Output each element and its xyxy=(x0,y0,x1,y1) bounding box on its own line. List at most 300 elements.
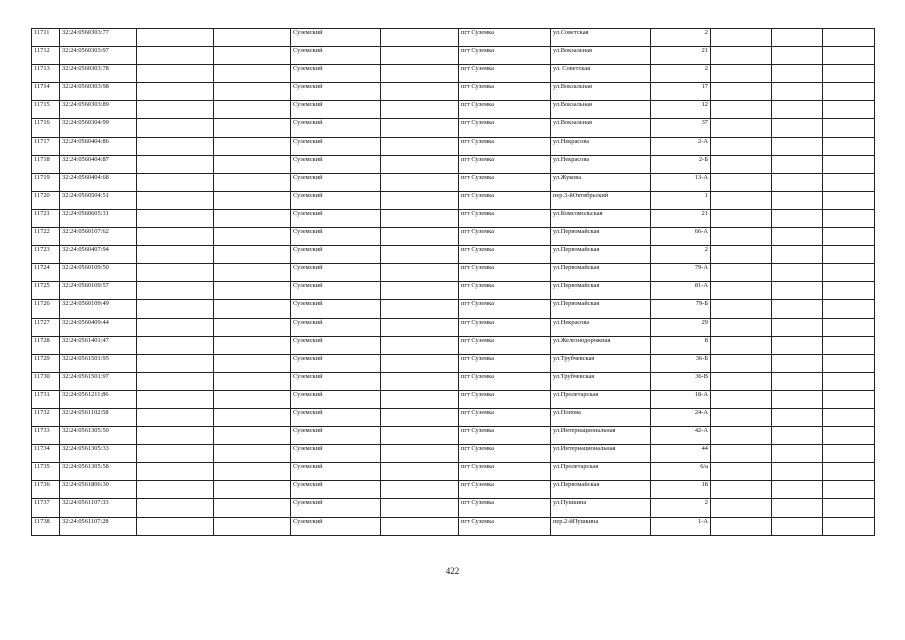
cell-empty xyxy=(137,29,214,47)
cell-empty xyxy=(823,282,875,300)
cell-cadastral-number: 32:24:0561401:47 xyxy=(60,336,137,354)
cell-empty xyxy=(711,517,772,535)
cell-empty xyxy=(711,29,772,47)
cell-settlement: пгт Суземка xyxy=(459,137,551,155)
cell-row-number: 11715 xyxy=(32,101,60,119)
cell-empty xyxy=(381,101,459,119)
cell-settlement: пгт Суземка xyxy=(459,191,551,209)
cell-row-number: 11736 xyxy=(32,481,60,499)
cell-cadastral-number: 32:24:0561305:33 xyxy=(60,445,137,463)
cell-empty xyxy=(823,101,875,119)
cell-street: ул.Некрасова xyxy=(551,137,651,155)
cell-settlement: пгт Суземка xyxy=(459,499,551,517)
cell-row-number: 11718 xyxy=(32,155,60,173)
cell-row-number: 11735 xyxy=(32,463,60,481)
cell-empty xyxy=(137,191,214,209)
cell-settlement: пгт Суземка xyxy=(459,427,551,445)
cell-house-number: 13-А xyxy=(651,173,711,191)
cell-empty xyxy=(711,228,772,246)
cell-cadastral-number: 32:24:0560304:99 xyxy=(60,119,137,137)
cell-empty xyxy=(137,264,214,282)
cell-cadastral-number: 32:24:0561107:28 xyxy=(60,517,137,535)
cell-row-number: 11712 xyxy=(32,47,60,65)
cell-settlement: пгт Суземка xyxy=(459,517,551,535)
cell-house-number: 2 xyxy=(651,65,711,83)
cell-empty xyxy=(214,137,291,155)
cell-settlement: пгт Суземка xyxy=(459,264,551,282)
cell-empty xyxy=(381,445,459,463)
cell-empty xyxy=(772,517,823,535)
cell-empty xyxy=(381,282,459,300)
cell-settlement: пгт Суземка xyxy=(459,354,551,372)
cell-empty xyxy=(381,372,459,390)
cell-empty xyxy=(772,427,823,445)
cell-empty xyxy=(137,390,214,408)
table-row xyxy=(32,119,875,137)
cell-empty xyxy=(214,101,291,119)
table-row xyxy=(32,155,875,173)
cell-street: ул.Некрасова xyxy=(551,155,651,173)
cell-district: Суземский xyxy=(291,264,381,282)
cell-district: Суземский xyxy=(291,155,381,173)
cell-district: Суземский xyxy=(291,354,381,372)
cell-empty xyxy=(137,173,214,191)
cell-house-number: 36-Б xyxy=(651,354,711,372)
cell-house-number: 1 xyxy=(651,191,711,209)
cell-settlement: пгт Суземка xyxy=(459,47,551,65)
cell-house-number: 21 xyxy=(651,47,711,65)
table-row xyxy=(32,427,875,445)
cell-empty xyxy=(711,65,772,83)
cell-empty xyxy=(381,264,459,282)
cell-empty xyxy=(137,408,214,426)
cell-empty xyxy=(137,445,214,463)
cell-cadastral-number: 32:24:0561102:58 xyxy=(60,408,137,426)
table-row xyxy=(32,29,875,47)
table-row xyxy=(32,173,875,191)
cell-row-number: 11714 xyxy=(32,83,60,101)
cell-district: Суземский xyxy=(291,47,381,65)
cell-empty xyxy=(823,119,875,137)
cell-street: ул.Вокзальная xyxy=(551,119,651,137)
cell-empty xyxy=(381,65,459,83)
cell-empty xyxy=(772,155,823,173)
cell-empty xyxy=(214,300,291,318)
cell-street: ул.Первомайская xyxy=(551,264,651,282)
cell-row-number: 11734 xyxy=(32,445,60,463)
cell-district: Суземский xyxy=(291,209,381,227)
cell-cadastral-number: 32:24:0560303:89 xyxy=(60,101,137,119)
cell-empty xyxy=(772,282,823,300)
cell-row-number: 11726 xyxy=(32,300,60,318)
table-row xyxy=(32,517,875,535)
cell-empty xyxy=(823,336,875,354)
cell-street: ул.Первомайская xyxy=(551,282,651,300)
cell-empty xyxy=(381,427,459,445)
cell-house-number: 79-А xyxy=(651,264,711,282)
cell-settlement: пгт Суземка xyxy=(459,173,551,191)
cell-district: Суземский xyxy=(291,427,381,445)
table-row xyxy=(32,336,875,354)
cell-empty xyxy=(214,47,291,65)
records-table xyxy=(31,28,875,536)
table-row xyxy=(32,101,875,119)
cell-street: ул.Интернациональная xyxy=(551,445,651,463)
cell-empty xyxy=(823,246,875,264)
cell-empty xyxy=(711,173,772,191)
cell-empty xyxy=(711,155,772,173)
cell-empty xyxy=(772,336,823,354)
cell-empty xyxy=(381,83,459,101)
cell-empty xyxy=(823,209,875,227)
cell-row-number: 11724 xyxy=(32,264,60,282)
cell-district: Суземский xyxy=(291,300,381,318)
table-row xyxy=(32,282,875,300)
cell-empty xyxy=(381,155,459,173)
cell-house-number: 44 xyxy=(651,445,711,463)
cell-street: ул.Попова xyxy=(551,408,651,426)
cell-empty xyxy=(711,119,772,137)
cell-empty xyxy=(214,318,291,336)
cell-row-number: 11713 xyxy=(32,65,60,83)
cell-row-number: 11723 xyxy=(32,246,60,264)
cell-district: Суземский xyxy=(291,282,381,300)
cell-empty xyxy=(772,264,823,282)
cell-settlement: пгт Суземка xyxy=(459,463,551,481)
cell-row-number: 11716 xyxy=(32,119,60,137)
cell-row-number: 11727 xyxy=(32,318,60,336)
cell-settlement: пгт Суземка xyxy=(459,228,551,246)
table-row xyxy=(32,318,875,336)
cell-empty xyxy=(137,517,214,535)
cell-settlement: пгт Суземка xyxy=(459,119,551,137)
cell-district: Суземский xyxy=(291,191,381,209)
cell-empty xyxy=(711,427,772,445)
cell-empty xyxy=(137,246,214,264)
cell-cadastral-number: 32:24:0560109:49 xyxy=(60,300,137,318)
cell-empty xyxy=(711,137,772,155)
cell-empty xyxy=(137,47,214,65)
cell-house-number: 2-Б xyxy=(651,155,711,173)
cell-empty xyxy=(381,463,459,481)
cell-district: Суземский xyxy=(291,390,381,408)
cell-empty xyxy=(823,354,875,372)
cell-empty xyxy=(772,191,823,209)
table-body xyxy=(32,29,875,536)
cell-empty xyxy=(137,65,214,83)
cell-empty xyxy=(214,427,291,445)
cell-house-number: 36-В xyxy=(651,372,711,390)
cell-empty xyxy=(137,119,214,137)
cell-settlement: пгт Суземка xyxy=(459,155,551,173)
cell-cadastral-number: 32:24:0560109:50 xyxy=(60,264,137,282)
cell-empty xyxy=(381,173,459,191)
cell-empty xyxy=(214,354,291,372)
cell-empty xyxy=(381,228,459,246)
cell-empty xyxy=(823,499,875,517)
cell-empty xyxy=(381,517,459,535)
cell-empty xyxy=(772,463,823,481)
cell-empty xyxy=(772,228,823,246)
cell-empty xyxy=(214,173,291,191)
cell-empty xyxy=(214,390,291,408)
cell-row-number: 11717 xyxy=(32,137,60,155)
cell-empty xyxy=(772,29,823,47)
cell-house-number: 2-А xyxy=(651,137,711,155)
cell-house-number: 81-А xyxy=(651,282,711,300)
cell-cadastral-number: 32:24:0560303:98 xyxy=(60,83,137,101)
cell-empty xyxy=(214,209,291,227)
cell-empty xyxy=(214,282,291,300)
cell-street: ул.Вокзальная xyxy=(551,101,651,119)
cell-empty xyxy=(711,191,772,209)
cell-empty xyxy=(772,65,823,83)
cell-empty xyxy=(711,83,772,101)
cell-street: ул.Комсомольская xyxy=(551,209,651,227)
cell-empty xyxy=(772,246,823,264)
cell-house-number: 29 xyxy=(651,318,711,336)
cell-house-number: 42-А xyxy=(651,427,711,445)
cell-settlement: пгт Суземка xyxy=(459,209,551,227)
table-row xyxy=(32,408,875,426)
cell-empty xyxy=(823,445,875,463)
cell-house-number: 17 xyxy=(651,83,711,101)
cell-cadastral-number: 32:24:0561305:58 xyxy=(60,463,137,481)
cell-empty xyxy=(711,408,772,426)
cell-empty xyxy=(772,445,823,463)
cell-empty xyxy=(214,517,291,535)
cell-cadastral-number: 32:24:0560404:68 xyxy=(60,173,137,191)
cell-empty xyxy=(381,191,459,209)
cell-empty xyxy=(711,300,772,318)
cell-empty xyxy=(137,354,214,372)
cell-empty xyxy=(381,47,459,65)
cell-empty xyxy=(772,119,823,137)
cell-settlement: пгт Суземка xyxy=(459,282,551,300)
cell-empty xyxy=(823,155,875,173)
cell-district: Суземский xyxy=(291,463,381,481)
cell-empty xyxy=(214,408,291,426)
cell-empty xyxy=(381,137,459,155)
cell-cadastral-number: 32:24:0561107:33 xyxy=(60,499,137,517)
cell-empty xyxy=(772,372,823,390)
table-row xyxy=(32,47,875,65)
cell-empty xyxy=(381,318,459,336)
cell-cadastral-number: 32:24:0560409:44 xyxy=(60,318,137,336)
cell-row-number: 11731 xyxy=(32,390,60,408)
cell-street: ул.Пролетарская xyxy=(551,463,651,481)
cell-street: ул.Пролетарская xyxy=(551,390,651,408)
cell-empty xyxy=(214,191,291,209)
cell-empty xyxy=(214,246,291,264)
cell-row-number: 11738 xyxy=(32,517,60,535)
cell-district: Суземский xyxy=(291,137,381,155)
page-number: 422 xyxy=(445,566,460,576)
cell-row-number: 11733 xyxy=(32,427,60,445)
cell-empty xyxy=(381,336,459,354)
cell-empty xyxy=(137,209,214,227)
cell-empty xyxy=(711,372,772,390)
cell-house-number: 8 xyxy=(651,336,711,354)
cell-empty xyxy=(772,390,823,408)
cell-street: ул.Первомайская xyxy=(551,228,651,246)
cell-settlement: пгт Суземка xyxy=(459,336,551,354)
cell-empty xyxy=(823,390,875,408)
cell-empty xyxy=(381,408,459,426)
cell-cadastral-number: 32:24:0560303:97 xyxy=(60,47,137,65)
cell-empty xyxy=(711,209,772,227)
cell-settlement: пгт Суземка xyxy=(459,372,551,390)
cell-empty xyxy=(137,481,214,499)
cell-district: Суземский xyxy=(291,173,381,191)
cell-street: ул.Трубчевская xyxy=(551,372,651,390)
cell-empty xyxy=(214,445,291,463)
cell-empty xyxy=(711,264,772,282)
cell-cadastral-number: 32:24:0560404:86 xyxy=(60,137,137,155)
table-row xyxy=(32,228,875,246)
cell-cadastral-number: 32:24:0561501:97 xyxy=(60,372,137,390)
cell-empty xyxy=(823,408,875,426)
cell-district: Суземский xyxy=(291,481,381,499)
cell-empty xyxy=(711,101,772,119)
cell-empty xyxy=(772,83,823,101)
cell-settlement: пгт Суземка xyxy=(459,300,551,318)
cell-empty xyxy=(381,481,459,499)
table-row xyxy=(32,300,875,318)
cell-district: Суземский xyxy=(291,517,381,535)
table-row xyxy=(32,445,875,463)
cell-empty xyxy=(823,264,875,282)
cell-empty xyxy=(823,318,875,336)
cell-empty xyxy=(823,47,875,65)
cell-house-number: 12 xyxy=(651,101,711,119)
cell-row-number: 11711 xyxy=(32,29,60,47)
cell-empty xyxy=(823,463,875,481)
cell-settlement: пгт Суземка xyxy=(459,408,551,426)
cell-empty xyxy=(772,209,823,227)
cell-empty xyxy=(214,336,291,354)
cell-district: Суземский xyxy=(291,101,381,119)
cell-empty xyxy=(772,499,823,517)
cell-district: Суземский xyxy=(291,119,381,137)
cell-empty xyxy=(823,173,875,191)
cell-street: ул.Вокзальная xyxy=(551,83,651,101)
cell-cadastral-number: 32:24:0561211:86 xyxy=(60,390,137,408)
cell-cadastral-number: 32:24:0561501:95 xyxy=(60,354,137,372)
cell-street: пер.3-йОктябрьский xyxy=(551,191,651,209)
table-row xyxy=(32,390,875,408)
cell-empty xyxy=(381,354,459,372)
cell-empty xyxy=(823,300,875,318)
cell-empty xyxy=(214,119,291,137)
cell-house-number: 2 xyxy=(651,29,711,47)
cell-empty xyxy=(772,300,823,318)
cell-empty xyxy=(823,83,875,101)
cell-empty xyxy=(137,300,214,318)
cell-house-number: 79-Б xyxy=(651,300,711,318)
cell-empty xyxy=(137,318,214,336)
cell-house-number: 24-А xyxy=(651,408,711,426)
cell-empty xyxy=(772,318,823,336)
cell-cadastral-number: 32:24:0560504:51 xyxy=(60,191,137,209)
cell-district: Суземский xyxy=(291,83,381,101)
cell-empty xyxy=(214,499,291,517)
cell-settlement: пгт Суземка xyxy=(459,318,551,336)
cell-house-number: 18-А xyxy=(651,390,711,408)
cell-empty xyxy=(381,499,459,517)
cell-settlement: пгт Суземка xyxy=(459,65,551,83)
cell-cadastral-number: 32:24:0560407:94 xyxy=(60,246,137,264)
cell-row-number: 11729 xyxy=(32,354,60,372)
cell-street: ул.Пушкина xyxy=(551,499,651,517)
cell-empty xyxy=(137,499,214,517)
cell-settlement: пгт Суземка xyxy=(459,29,551,47)
cell-cadastral-number: 32:24:0560303:77 xyxy=(60,29,137,47)
cell-settlement: пгт Суземка xyxy=(459,101,551,119)
cell-empty xyxy=(381,390,459,408)
cell-district: Суземский xyxy=(291,372,381,390)
cell-street: ул.Интернациональная xyxy=(551,427,651,445)
cell-street: ул.Трубчевская xyxy=(551,354,651,372)
cell-empty xyxy=(381,209,459,227)
cell-empty xyxy=(772,173,823,191)
cell-district: Суземский xyxy=(291,65,381,83)
cell-row-number: 11725 xyxy=(32,282,60,300)
cell-empty xyxy=(711,318,772,336)
cell-street: ул.Некрасова xyxy=(551,318,651,336)
cell-empty xyxy=(823,191,875,209)
cell-empty xyxy=(711,354,772,372)
cell-empty xyxy=(711,390,772,408)
cell-street: ул.Первомайская xyxy=(551,481,651,499)
cell-empty xyxy=(823,228,875,246)
cell-cadastral-number: 32:24:0561806:30 xyxy=(60,481,137,499)
cell-empty xyxy=(772,354,823,372)
cell-empty xyxy=(823,481,875,499)
cell-empty xyxy=(214,29,291,47)
cell-empty xyxy=(711,445,772,463)
cell-settlement: пгт Суземка xyxy=(459,390,551,408)
cell-empty xyxy=(137,228,214,246)
cell-empty xyxy=(214,372,291,390)
table-row xyxy=(32,191,875,209)
table-row xyxy=(32,209,875,227)
cell-settlement: пгт Суземка xyxy=(459,445,551,463)
cell-empty xyxy=(214,65,291,83)
table-row xyxy=(32,264,875,282)
cell-street: ул.Жукова xyxy=(551,173,651,191)
cell-empty xyxy=(711,336,772,354)
table-row xyxy=(32,372,875,390)
cell-district: Суземский xyxy=(291,336,381,354)
cell-district: Суземский xyxy=(291,499,381,517)
cell-district: Суземский xyxy=(291,228,381,246)
cell-empty xyxy=(823,517,875,535)
cell-empty xyxy=(381,246,459,264)
cell-empty xyxy=(711,47,772,65)
cell-street: ул.Железнодорожная xyxy=(551,336,651,354)
cell-cadastral-number: 32:24:0560107:62 xyxy=(60,228,137,246)
cell-empty xyxy=(772,47,823,65)
cell-empty xyxy=(711,246,772,264)
cell-house-number: 37 xyxy=(651,119,711,137)
cell-empty xyxy=(214,481,291,499)
cell-empty xyxy=(137,427,214,445)
cell-row-number: 11720 xyxy=(32,191,60,209)
cell-row-number: 11730 xyxy=(32,372,60,390)
cell-street: ул.Советская xyxy=(551,29,651,47)
cell-house-number: 18 xyxy=(651,481,711,499)
